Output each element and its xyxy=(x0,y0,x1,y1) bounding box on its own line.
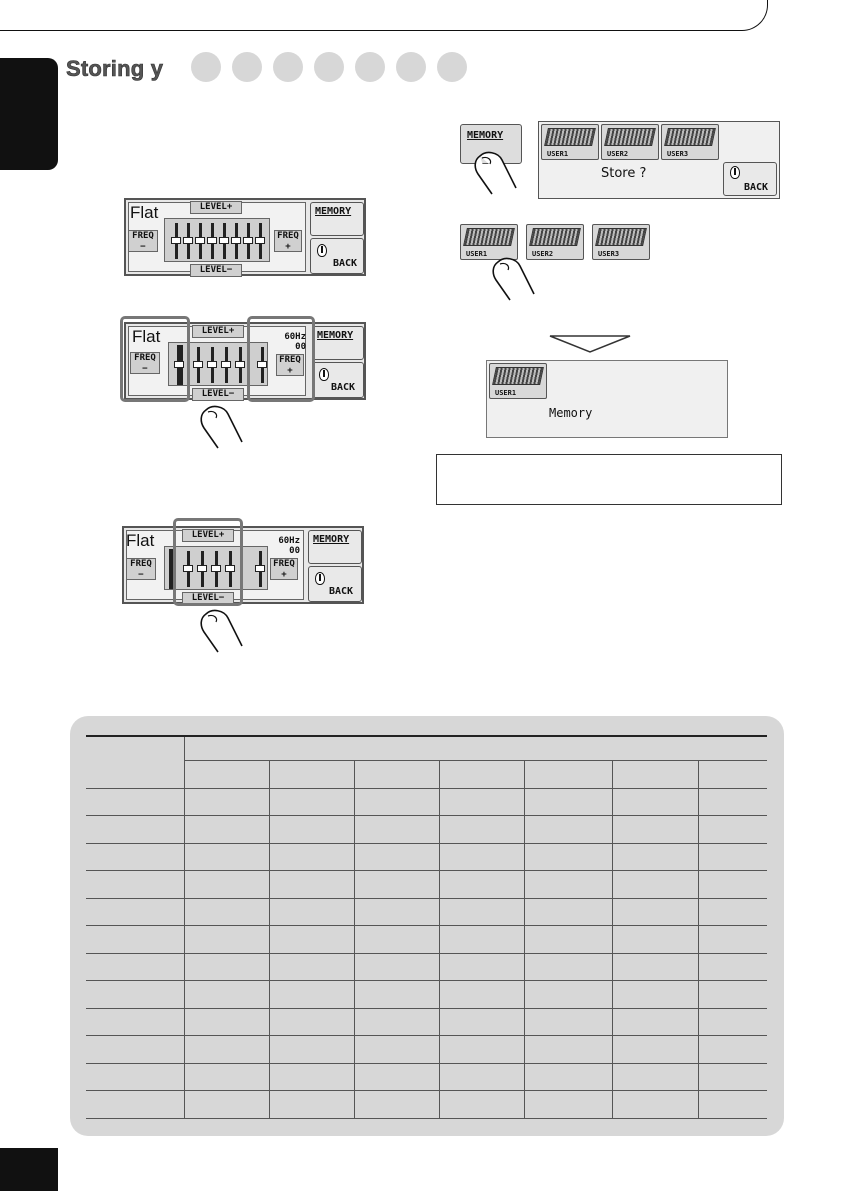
knob-icon xyxy=(315,572,325,585)
table-row xyxy=(86,1008,767,1036)
language-tab xyxy=(0,58,58,170)
user1-button[interactable]: USER1 xyxy=(460,224,518,260)
page-border-line xyxy=(0,30,740,31)
freq-readout: 60Hz xyxy=(278,536,300,546)
eq-sliders[interactable] xyxy=(164,218,270,262)
highlight-freq-minus xyxy=(120,316,190,402)
freq-minus-button[interactable]: FREQ − xyxy=(128,230,158,252)
back-button[interactable]: BACK xyxy=(310,238,364,274)
freq-readout-2: 00 xyxy=(295,342,306,352)
memory-button[interactable]: MEMORY xyxy=(460,124,522,164)
memory-result xyxy=(486,360,728,438)
table-row xyxy=(86,871,767,899)
level-plus-label[interactable]: LEVEL+ xyxy=(192,325,244,338)
preset-table xyxy=(86,735,767,1119)
memory-button[interactable]: MEMORY xyxy=(312,326,364,360)
highlight-freq-plus xyxy=(247,316,315,402)
page-border-corner xyxy=(738,0,768,31)
section-heading xyxy=(66,52,163,86)
table-row xyxy=(86,788,767,816)
page-title: Storing y xyxy=(66,56,164,81)
eq-screen-3 xyxy=(122,526,364,604)
memory-button[interactable]: MEMORY xyxy=(310,202,364,236)
freq-readout: 60Hz xyxy=(284,332,306,342)
eq-screen-1 xyxy=(124,198,366,276)
level-minus-label[interactable]: LEVEL− xyxy=(192,388,244,401)
knob-icon xyxy=(730,166,740,179)
user3-button[interactable]: USER3 xyxy=(661,124,719,160)
table-row xyxy=(86,898,767,926)
note-box xyxy=(436,454,782,505)
finger-icon xyxy=(196,404,256,460)
table-row xyxy=(86,926,767,954)
freq-plus-button[interactable]: FREQ + xyxy=(270,558,298,580)
finger-icon xyxy=(488,256,548,312)
back-button[interactable]: BACK xyxy=(723,162,777,196)
level-plus-label[interactable]: LEVEL+ xyxy=(190,201,242,214)
freq-readout-2: 00 xyxy=(289,546,300,556)
back-button[interactable]: BACK xyxy=(312,362,364,398)
preset-label: Flat xyxy=(130,203,159,222)
table-row xyxy=(86,1091,767,1119)
freq-minus-button[interactable]: FREQ − xyxy=(130,352,160,374)
user1-button[interactable]: USER1 xyxy=(489,363,547,399)
user2-button[interactable]: USER2 xyxy=(526,224,584,260)
table-row xyxy=(86,1036,767,1064)
knob-icon xyxy=(319,368,329,381)
level-minus-label[interactable]: LEVEL− xyxy=(182,592,234,605)
user2-button[interactable]: USER2 xyxy=(601,124,659,160)
memory-message: Memory xyxy=(549,406,593,420)
back-button[interactable]: BACK xyxy=(308,566,362,602)
table-row xyxy=(86,981,767,1009)
finger-icon xyxy=(196,608,256,664)
preset-label: Flat xyxy=(132,327,161,346)
highlight-level xyxy=(173,518,243,606)
user3-button[interactable]: USER3 xyxy=(592,224,650,260)
user1-button[interactable]: USER1 xyxy=(541,124,599,160)
page-number-tab xyxy=(0,1148,58,1191)
down-arrow-icon xyxy=(548,334,632,354)
store-prompt: Store ? xyxy=(601,166,647,181)
freq-plus-button[interactable]: FREQ + xyxy=(276,354,304,376)
freq-plus-button[interactable]: FREQ + xyxy=(274,230,302,252)
freq-minus-button[interactable]: FREQ − xyxy=(126,558,156,580)
level-plus-label[interactable]: LEVEL+ xyxy=(182,529,234,542)
memory-button[interactable]: MEMORY xyxy=(308,530,362,564)
store-dialog xyxy=(538,121,780,199)
knob-icon xyxy=(317,244,327,257)
table-row xyxy=(86,816,767,844)
preset-label: Flat xyxy=(126,531,155,550)
table-row xyxy=(86,953,767,981)
table-row xyxy=(86,1063,767,1091)
table-row xyxy=(86,843,767,871)
finger-icon xyxy=(470,150,530,206)
level-minus-label[interactable]: LEVEL− xyxy=(190,264,242,277)
